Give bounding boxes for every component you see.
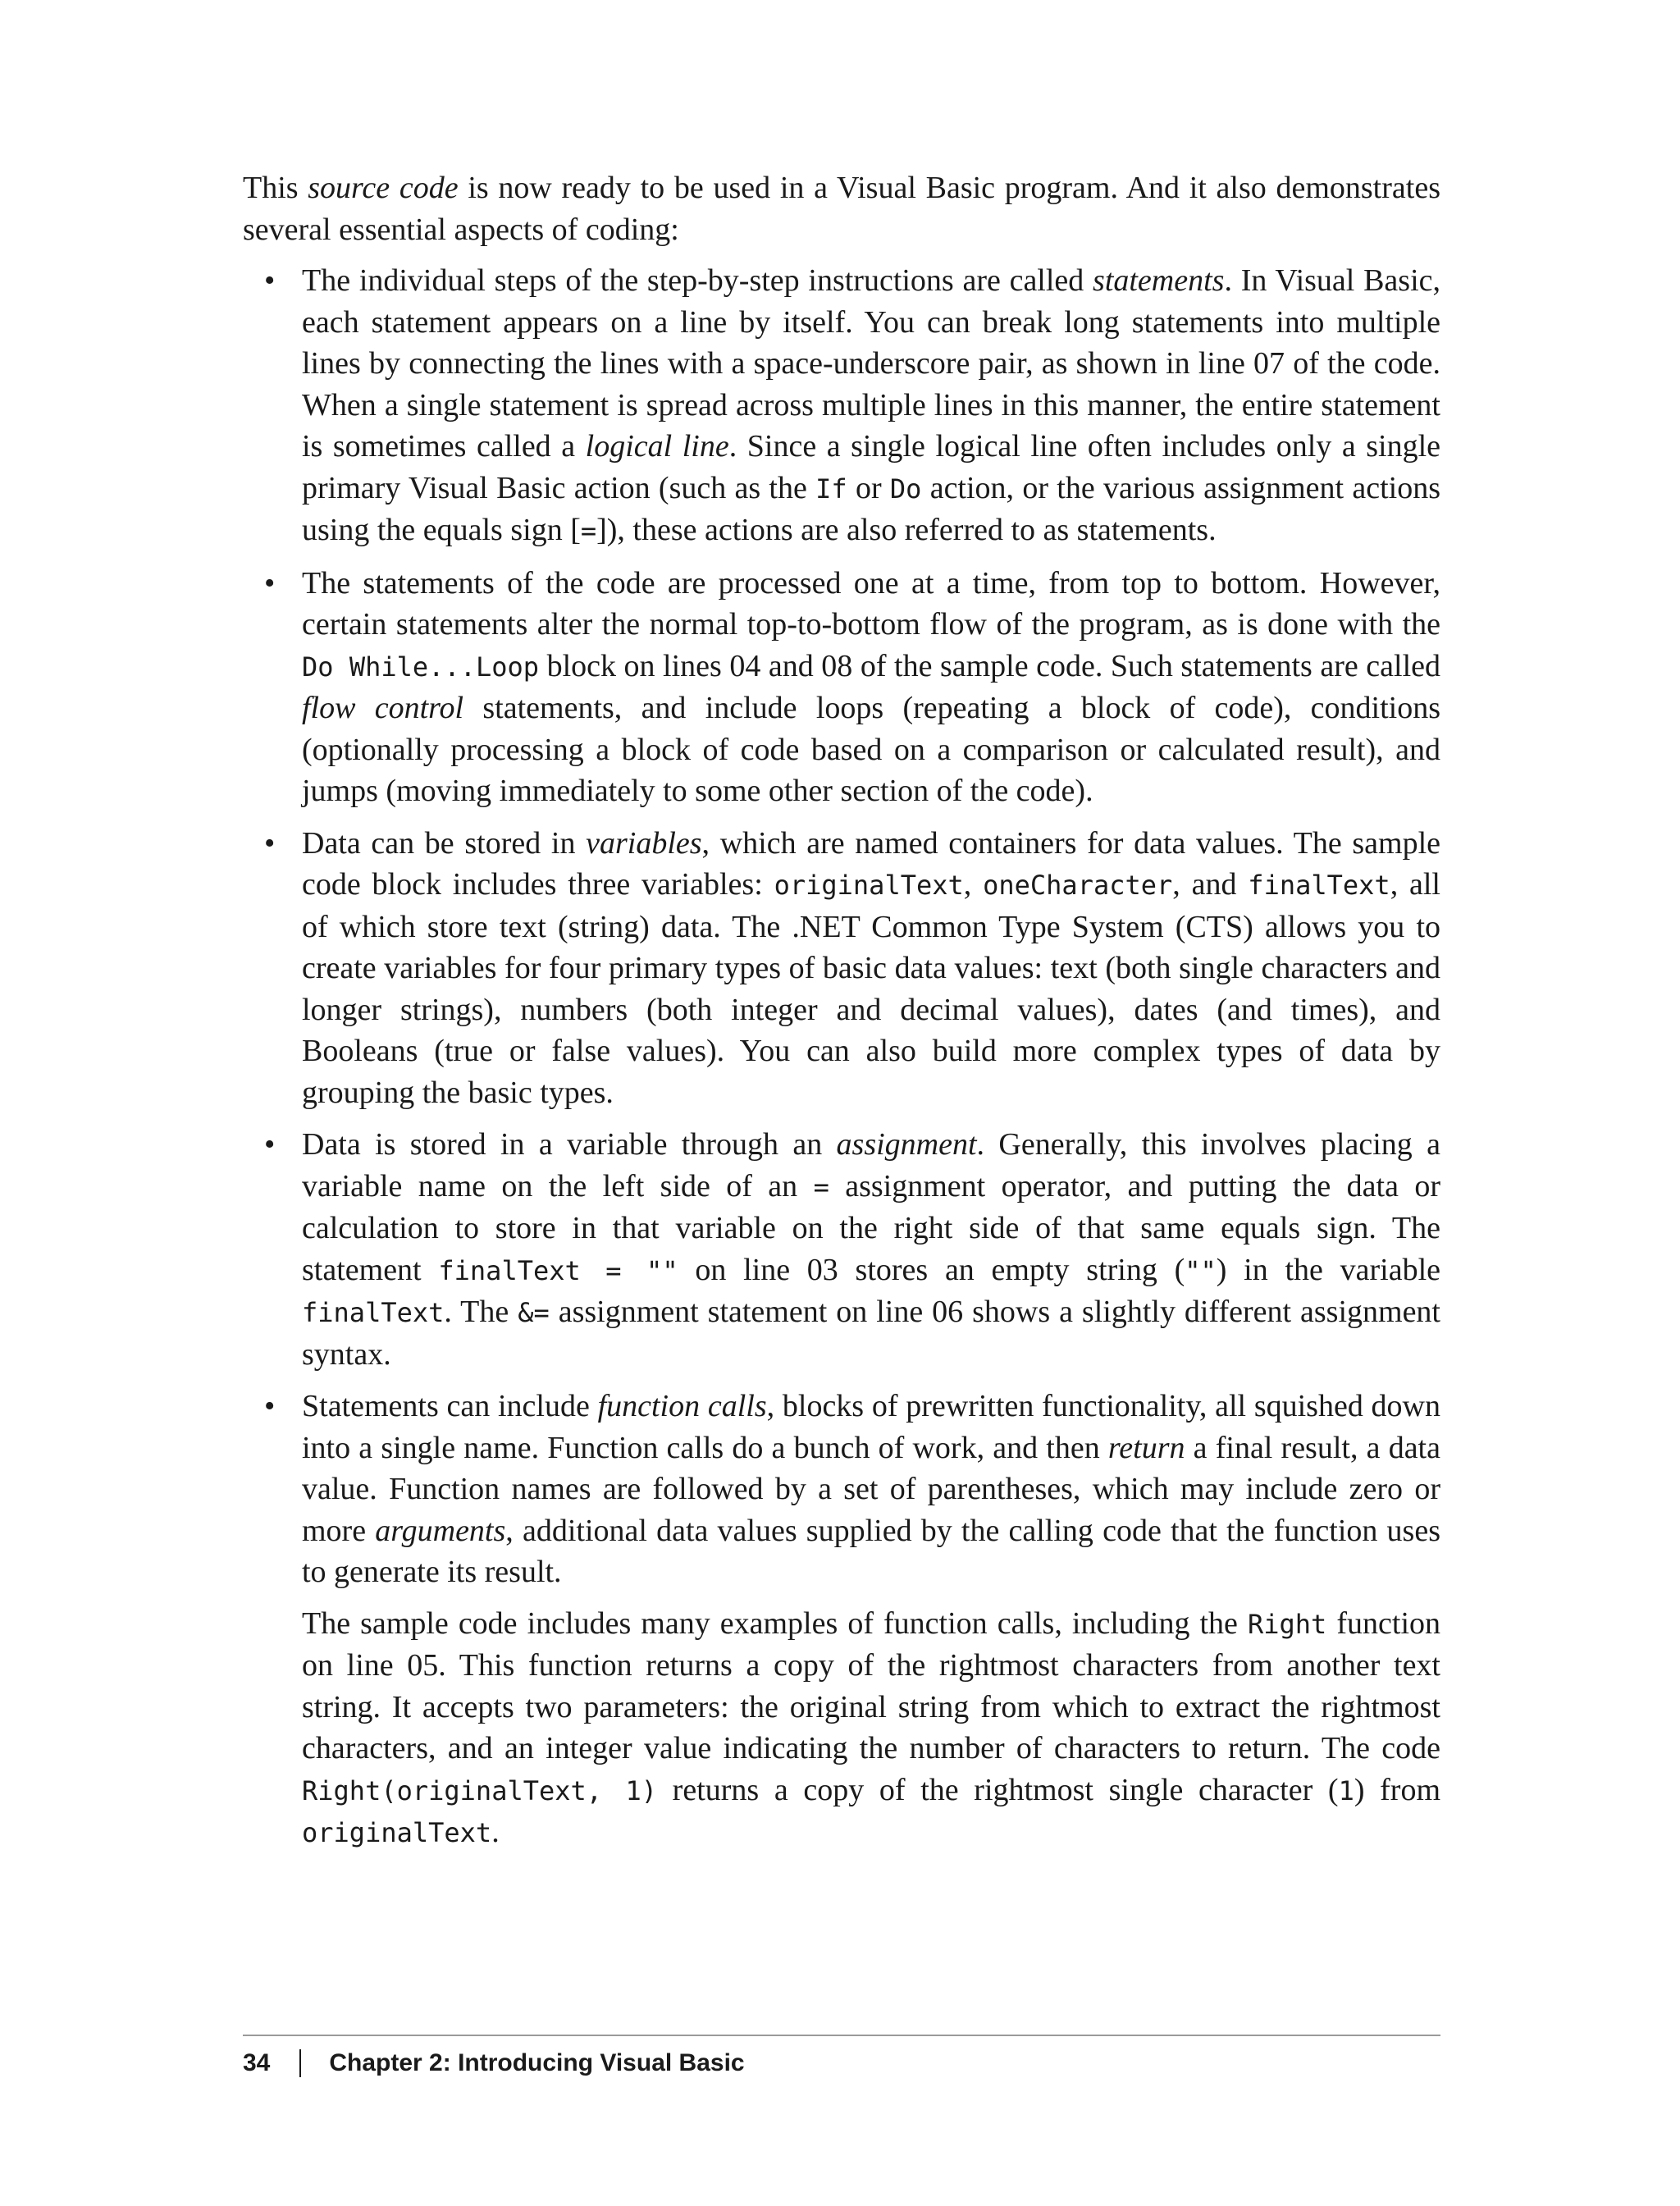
list-item-text: The statements of the code are processed one at a time, from top to bottom. However, certain statements alter the normal top-to-bottom flow of the program, as is done with the Do While...Loop block on lines 04 and 08 of the sample code. Such statements are called flow control statements, and include loops (repeating a block of code), conditions (optionally processing a block of code based on a comparison or calculated result), and jumps (moving immediately to some other section of the code). bbox=[302, 565, 1441, 808]
list-item-statements bbox=[243, 260, 1440, 552]
bullet-icon: • bbox=[264, 565, 276, 601]
list-item-text: Statements can include function calls, blocks of prewritten functionality, all squished down into a single name. Function calls do a bunch of work, and then return a final result, a data value. Function names are followed by a set of parentheses, which may include zero or more arguments, additional data values supplied by the calling code that the function uses to generate its result. bbox=[302, 1389, 1441, 1589]
list-item-text: The individual steps of the step-by-step instructions are called statements. In Visual Basic, each statement appears on a line by itself. You can break long statements into multiple lines by connecting the lines with a space-underscore pair, as shown in line 07 of the code. When a single statement is spread across multiple lines in this manner, the entire statement is sometimes called a logical line. Since a single logical line often includes only a single primary Visual Basic action (such as the If or Do action, or the various assignment actions using the equals sign [=]), these actions are also referred to as statements. bbox=[302, 263, 1440, 547]
list-item-function-calls bbox=[243, 1386, 1440, 1854]
list-item-text: Data can be stored in variables, which are named containers for data values. The sample code block includes three variables: originalText, oneCharacter, and finalText, all of which store text (string) data. The .NET Common Type System (CTS) allows you to create variables for four primary types of basic data values: text (both single characters and longer strings), numbers (both integer and decimal values), dates (and times), and Booleans (true or false values). You can also build more complex types of data by grouping the basic types. bbox=[302, 825, 1440, 1110]
list-item-variables bbox=[243, 823, 1440, 1114]
footer-divider bbox=[243, 2035, 1440, 2036]
footer-line bbox=[243, 2049, 1440, 2077]
bullet-icon: • bbox=[264, 263, 276, 298]
intro-paragraph: This source code is now ready to be used in a Visual Basic program. And it also demonstrates several essential aspects of coding: bbox=[243, 171, 1440, 247]
footer-separator bbox=[299, 2049, 301, 2077]
list-item-assignment bbox=[243, 1124, 1440, 1375]
bullet-icon: • bbox=[264, 1389, 276, 1423]
bullet-icon: • bbox=[264, 1127, 276, 1162]
list-item-continuation: The sample code includes many examples of function calls, including the Right function on line 05. This function returns a copy of the rightmost characters from another text string. It accepts two parameters: the original string from which to extract the rightmost characters, and an integer value indicating the number of characters to return. The code Right(originalText, 1) returns a copy of the rightmost single character (1) from originalText. bbox=[302, 1605, 1441, 1849]
list-item-text: Data is stored in a variable through an assignment. Generally, this involves placing a variable name on the left side of an = assignment operator, and putting the data or calculation to store in that variable on the right side of that same equals sign. The statement finalText = "" on line 03 stores an empty string ("") in the variable finalText. The &= assignment statement on line 06 shows a slightly different assignment syntax. bbox=[302, 1127, 1441, 1372]
body-text bbox=[243, 167, 1440, 1865]
chapter-title: Chapter 2: Introducing Visual Basic bbox=[329, 2049, 745, 2076]
list-item-flow-control bbox=[243, 563, 1440, 812]
bullet-list bbox=[243, 260, 1440, 1854]
page-number: 34 bbox=[243, 2049, 271, 2076]
page-footer bbox=[243, 2035, 1440, 2077]
bullet-icon: • bbox=[264, 825, 276, 861]
